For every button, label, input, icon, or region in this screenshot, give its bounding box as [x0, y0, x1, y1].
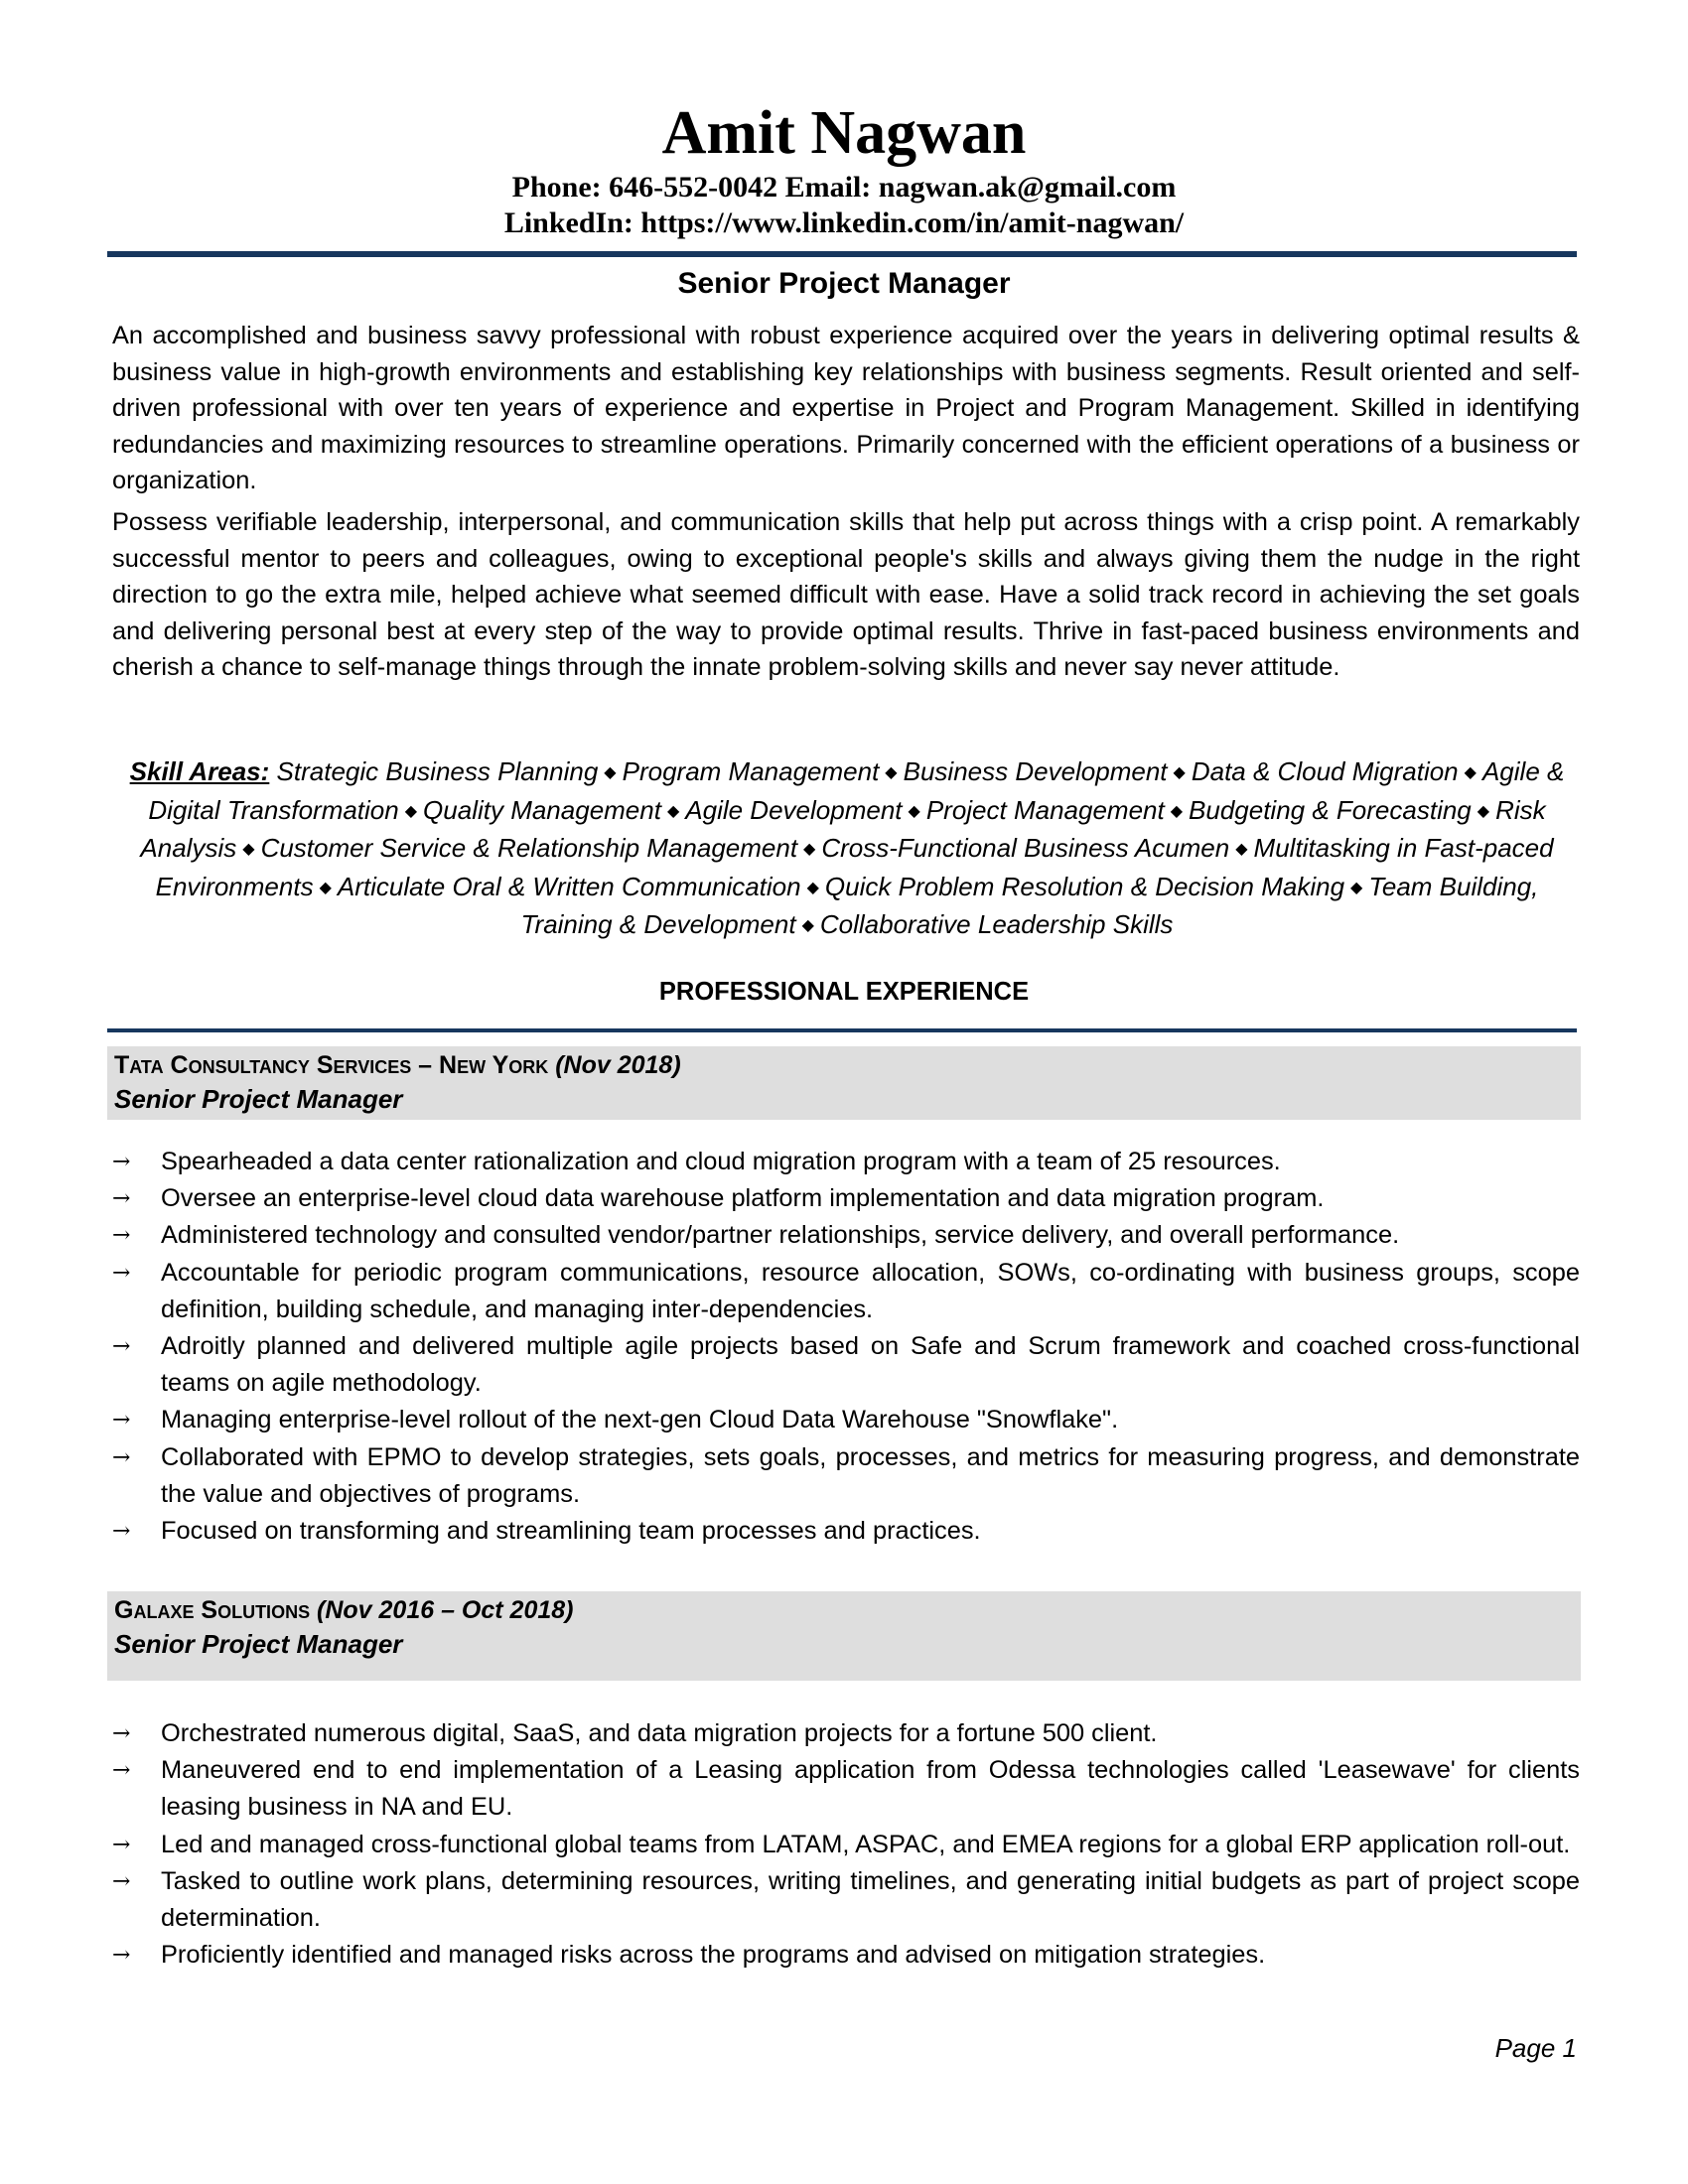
- job-dates: (Nov 2016 – Oct 2018): [310, 1596, 574, 1624]
- list-item: [112, 1937, 1580, 1974]
- bullet-text: Orchestrated numerous digital, SaaS, and data migration projects for a fortune 500 client.: [161, 1719, 1158, 1747]
- bullet-text: Maneuvered end to end implementation of a Leasing application from Odessa technologies called 'Leasewave' for clients leasing business in NA and EU.: [161, 1756, 1580, 1822]
- job-company-line: [114, 1593, 574, 1627]
- bullet-text: Spearheaded a data center rationalization and cloud migration program with a team of 25 resources.: [161, 1148, 1281, 1175]
- job-company-line: [114, 1048, 681, 1082]
- list-item: [112, 1402, 1580, 1438]
- list-item: [112, 1144, 1580, 1180]
- header-divider: [107, 251, 1577, 257]
- company-name: Galaxe Solutions: [114, 1596, 311, 1624]
- skill-areas-label: Skill Areas:: [129, 756, 270, 786]
- job-bullets: [112, 1144, 1580, 1550]
- skill-areas: [127, 753, 1567, 945]
- list-item: [112, 1827, 1580, 1863]
- candidate-name: Amit Nagwan: [661, 99, 1027, 167]
- bullet-text: Focused on transforming and streamlining team processes and practices.: [161, 1517, 981, 1546]
- skill-item: Team Building, Training & Development: [520, 871, 1539, 939]
- contact-linkedin: LinkedIn: https://www.linkedin.com/in/amit-nagwan/: [503, 206, 1185, 239]
- job-header: [107, 1046, 1581, 1120]
- right-arrow-icon: →: [112, 1408, 131, 1433]
- summary-paragraph: An accomplished and business savvy professional with robust experience acquired over the years in delivering optimal results & business value in high-growth environments and establishing key relationships with business segments. Result oriented and self-driven professional with over ten years of experience and expertise in Project and Program Management. Skilled in identifying redundancies and maximizing resources to streamline operations. Primarily concerned with the efficient operations of a business or organization.: [112, 322, 1580, 495]
- right-arrow-icon: →: [112, 1943, 131, 1969]
- page-number: Page 1: [1494, 2033, 1577, 2063]
- list-item: [112, 1328, 1580, 1402]
- diamond-bullet-icon: ◆: [885, 764, 898, 781]
- right-arrow-icon: →: [112, 1832, 131, 1857]
- bullet-text: Tasked to outline work plans, determining resources, writing timelines, and generating initial budgets as part of project scope determination.: [161, 1866, 1580, 1933]
- job-role: Senior Project Manager: [114, 1084, 403, 1114]
- diamond-bullet-icon: ◆: [1464, 764, 1477, 781]
- diamond-bullet-icon: ◆: [242, 841, 255, 858]
- list-item: [112, 1752, 1580, 1826]
- skill-item: Budgeting & Forecasting: [1189, 794, 1472, 825]
- job-bullets: [112, 1715, 1580, 1974]
- diamond-bullet-icon: ◆: [803, 841, 816, 858]
- skill-item: Multitasking in Fast-paced Environments: [155, 833, 1554, 901]
- section-title-experience: PROFESSIONAL EXPERIENCE: [658, 978, 1030, 1006]
- diamond-bullet-icon: ◆: [1477, 802, 1490, 820]
- right-arrow-icon: →: [112, 1334, 131, 1360]
- skill-item: Customer Service & Relationship Management: [260, 833, 798, 863]
- skill-item: Quick Problem Resolution & Decision Making: [824, 871, 1345, 901]
- bullet-text: Adroitly planned and delivered multiple agile projects based on Safe and Scrum framework and coached cross-functional teams on agile methodology.: [161, 1332, 1580, 1398]
- skill-item: Cross-Functional Business Acumen: [821, 833, 1230, 863]
- diamond-bullet-icon: ◆: [806, 879, 819, 896]
- summary-paragraph: Possess verifiable leadership, interpersonal, and communication skills that help put across things with a crisp point. A remarkably successful mentor to peers and colleagues, owing to exceptional people's skills and always giving them the nudge in the right direction to go the extra mile, helped achieve what seemed difficult with ease. Have a solid track record in achieving the set goals and delivering personal best at every step of the way to provide optimal results. Thrive in fast-paced business environments and cherish a chance to self-manage things through the innate problem-solving skills and never say never attitude.: [112, 508, 1580, 682]
- list-item: [112, 1180, 1580, 1217]
- list-item: [112, 1513, 1580, 1550]
- diamond-bullet-icon: ◆: [1235, 841, 1248, 858]
- list-item: [112, 1439, 1580, 1513]
- bullet-text: Administered technology and consulted vendor/partner relationships, service delivery, and overall performance.: [161, 1221, 1400, 1250]
- diamond-bullet-icon: ◆: [404, 802, 418, 820]
- skill-item: Agile & Digital Transformation: [148, 756, 1565, 825]
- skill-item: Strategic Business Planning: [276, 756, 599, 786]
- list-item: [112, 1863, 1580, 1937]
- skill-item: Program Management: [622, 756, 880, 786]
- company-name: Tata Consultancy Services – New York: [114, 1051, 549, 1079]
- skill-item: Agile Development: [685, 794, 903, 825]
- diamond-bullet-icon: ◆: [908, 802, 920, 820]
- diamond-bullet-icon: ◆: [801, 917, 814, 934]
- skill-item: Quality Management: [423, 794, 661, 825]
- bullet-text: Proficiently identified and managed risks across the programs and advised on mitigation strategies.: [161, 1941, 1266, 1970]
- experience-divider: [107, 1028, 1577, 1032]
- diamond-bullet-icon: ◆: [604, 764, 617, 781]
- professional-headline: Senior Project Manager: [677, 267, 1011, 300]
- job-header: [107, 1591, 1581, 1681]
- list-item: [112, 1217, 1580, 1254]
- list-item: [112, 1715, 1580, 1752]
- skill-item: Risk Analysis: [140, 794, 1546, 863]
- bullet-text: Collaborated with EPMO to develop strategies, sets goals, processes, and metrics for measuring progress, and demonstrate the value and objectives of programs.: [161, 1442, 1580, 1508]
- job-dates: (Nov 2018): [555, 1051, 681, 1079]
- list-item: [112, 1255, 1580, 1328]
- bullet-text: Led and managed cross-functional global teams from LATAM, ASPAC, and EMEA regions for a global ERP application roll-out.: [161, 1830, 1571, 1858]
- skill-item: Articulate Oral & Written Communication: [337, 871, 801, 901]
- skill-item: Project Management: [925, 794, 1165, 825]
- bullet-text: Oversee an enterprise-level cloud data warehouse platform implementation and data migration program.: [161, 1184, 1325, 1213]
- right-arrow-icon: →: [112, 1758, 131, 1784]
- right-arrow-icon: →: [112, 1260, 131, 1286]
- contact-phone-email: Phone: 646-552-0042 Email: nagwan.ak@gmail.com: [511, 171, 1177, 204]
- right-arrow-icon: →: [112, 1721, 131, 1746]
- bullet-text: Managing enterprise-level rollout of the next-gen Cloud Data Warehouse "Snowflake".: [161, 1406, 1119, 1434]
- diamond-bullet-icon: ◆: [1170, 802, 1184, 820]
- right-arrow-icon: →: [112, 1519, 131, 1545]
- right-arrow-icon: →: [112, 1150, 131, 1174]
- diamond-bullet-icon: ◆: [1350, 879, 1363, 896]
- right-arrow-icon: →: [112, 1868, 131, 1894]
- diamond-bullet-icon: ◆: [319, 879, 332, 896]
- skill-areas-list: [140, 756, 1564, 939]
- right-arrow-icon: →: [112, 1223, 131, 1249]
- right-arrow-icon: →: [112, 1444, 131, 1470]
- right-arrow-icon: →: [112, 1186, 131, 1212]
- skill-item: Collaborative Leadership Skills: [819, 909, 1174, 939]
- job-role: Senior Project Manager: [114, 1629, 403, 1659]
- skill-item: Data & Cloud Migration: [1191, 756, 1459, 786]
- diamond-bullet-icon: ◆: [1173, 764, 1186, 781]
- diamond-bullet-icon: ◆: [666, 802, 680, 820]
- bullet-text: Accountable for periodic program communications, resource allocation, SOWs, co-ordinating with business groups, scope definition, building schedule, and managing inter-dependencies.: [161, 1258, 1580, 1323]
- skill-item: Business Development: [903, 756, 1168, 786]
